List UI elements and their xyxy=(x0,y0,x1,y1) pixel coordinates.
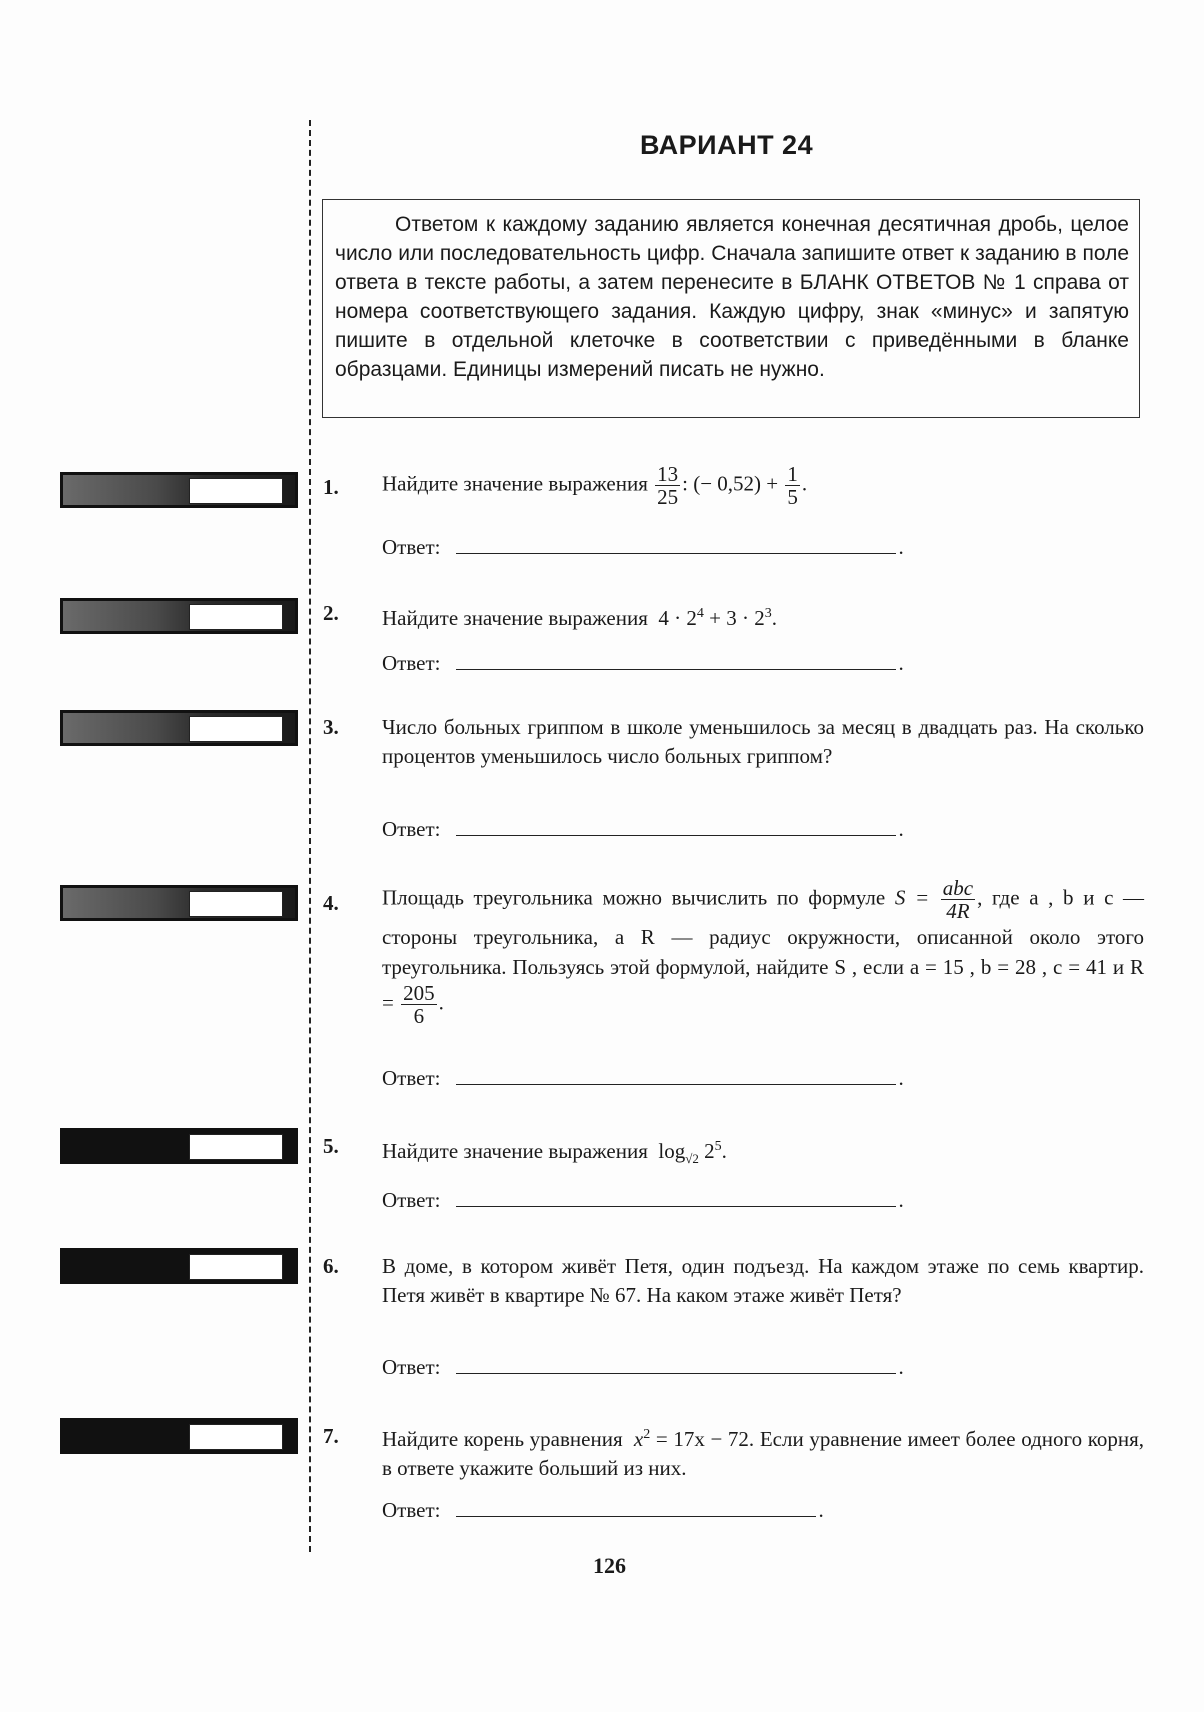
answer-field-7[interactable]: Ответ: . xyxy=(382,1498,824,1522)
task-4-text: Площадь треугольника можно вычислить по формуле S = $\frac{\text{abc}}{4R}$ , где a , b и c — стороны треугольника, а R — радиус окружности, описанной около этого треугольника. Пользуясь этой формулой, найдите S , если a = 15 , b = 28 , c = 41 и R = $\frac{205}{6}$ . xyxy=(382,876,1145,1028)
answer-marker-5 xyxy=(60,1128,298,1164)
instructions-box xyxy=(322,199,1140,418)
answer-marker-2 xyxy=(60,598,298,634)
answer-field-6[interactable]: Ответ: . xyxy=(382,1355,904,1379)
answer-marker-1 xyxy=(60,472,298,508)
answer-marker-4 xyxy=(60,885,298,921)
answer-field-2[interactable]: Ответ: . xyxy=(382,651,904,675)
answer-marker-6 xyxy=(60,1248,298,1284)
task-number: 4. xyxy=(323,891,339,915)
task-number: 5. xyxy=(323,1134,339,1158)
task-3-text: Число больных гриппом в школе уменьшилось за месяц в двадцать раз. На сколько процентов уменьшилось число больных гриппом? xyxy=(382,715,1144,768)
page-title: ВАРИАНТ 24 xyxy=(640,130,814,160)
task-number: 2. xyxy=(323,601,339,625)
cut-line xyxy=(309,120,311,1552)
answer-field-4[interactable]: Ответ: . xyxy=(382,1066,904,1090)
answer-field-5[interactable]: Ответ: . xyxy=(382,1188,904,1212)
answer-marker-3 xyxy=(60,710,298,746)
answer-field-3[interactable]: Ответ: . xyxy=(382,817,904,841)
task-7-text: Найдите корень уравнения $x^2 = 17x - 72$. Если уравнение имеет более одного корня, в ответе укажите больший из них. xyxy=(382,1427,1145,1480)
task-number: 7. xyxy=(323,1424,339,1448)
answer-field-1[interactable]: Ответ: . xyxy=(382,535,904,559)
task-number: 6. xyxy=(323,1254,339,1278)
instructions-text: Ответом к каждому заданию является конечная десятичная дробь, целое число или последовательность цифр. Сначала запишите ответ к заданию в поле ответа в тексте работы, а затем перенесите в БЛАНК ОТВЕТОВ № 1 справа от номера соответствующего задания. Каждую цифру, знак «минус» и запятую пишите в отдельной клеточке в соответствии с приведёнными в бланке образцами. Единицы измерений писать не нужно. xyxy=(335,213,1129,381)
task-2-text: Найдите значение выражения $4 \cdot 2^4 + 3 \cdot 2^3$. xyxy=(382,606,777,630)
answer-marker-7 xyxy=(60,1418,298,1454)
task-1-text: Найдите значение выражения $\frac{13}{25}$ : (− 0,52) + $\frac{1}{5}$ . xyxy=(382,462,808,509)
page-number: 126 xyxy=(593,1553,626,1578)
task-5-text: Найдите значение выражения $\log_{√2} 2^5$. xyxy=(382,1139,727,1167)
task-number: 1. xyxy=(323,475,339,499)
task-6-text: В доме, в котором живёт Петя, один подъезд. На каждом этаже по семь квартир. Петя живёт в квартире № 67. На каком этаже живёт Петя? xyxy=(382,1254,1144,1307)
task-number: 3. xyxy=(323,715,339,739)
